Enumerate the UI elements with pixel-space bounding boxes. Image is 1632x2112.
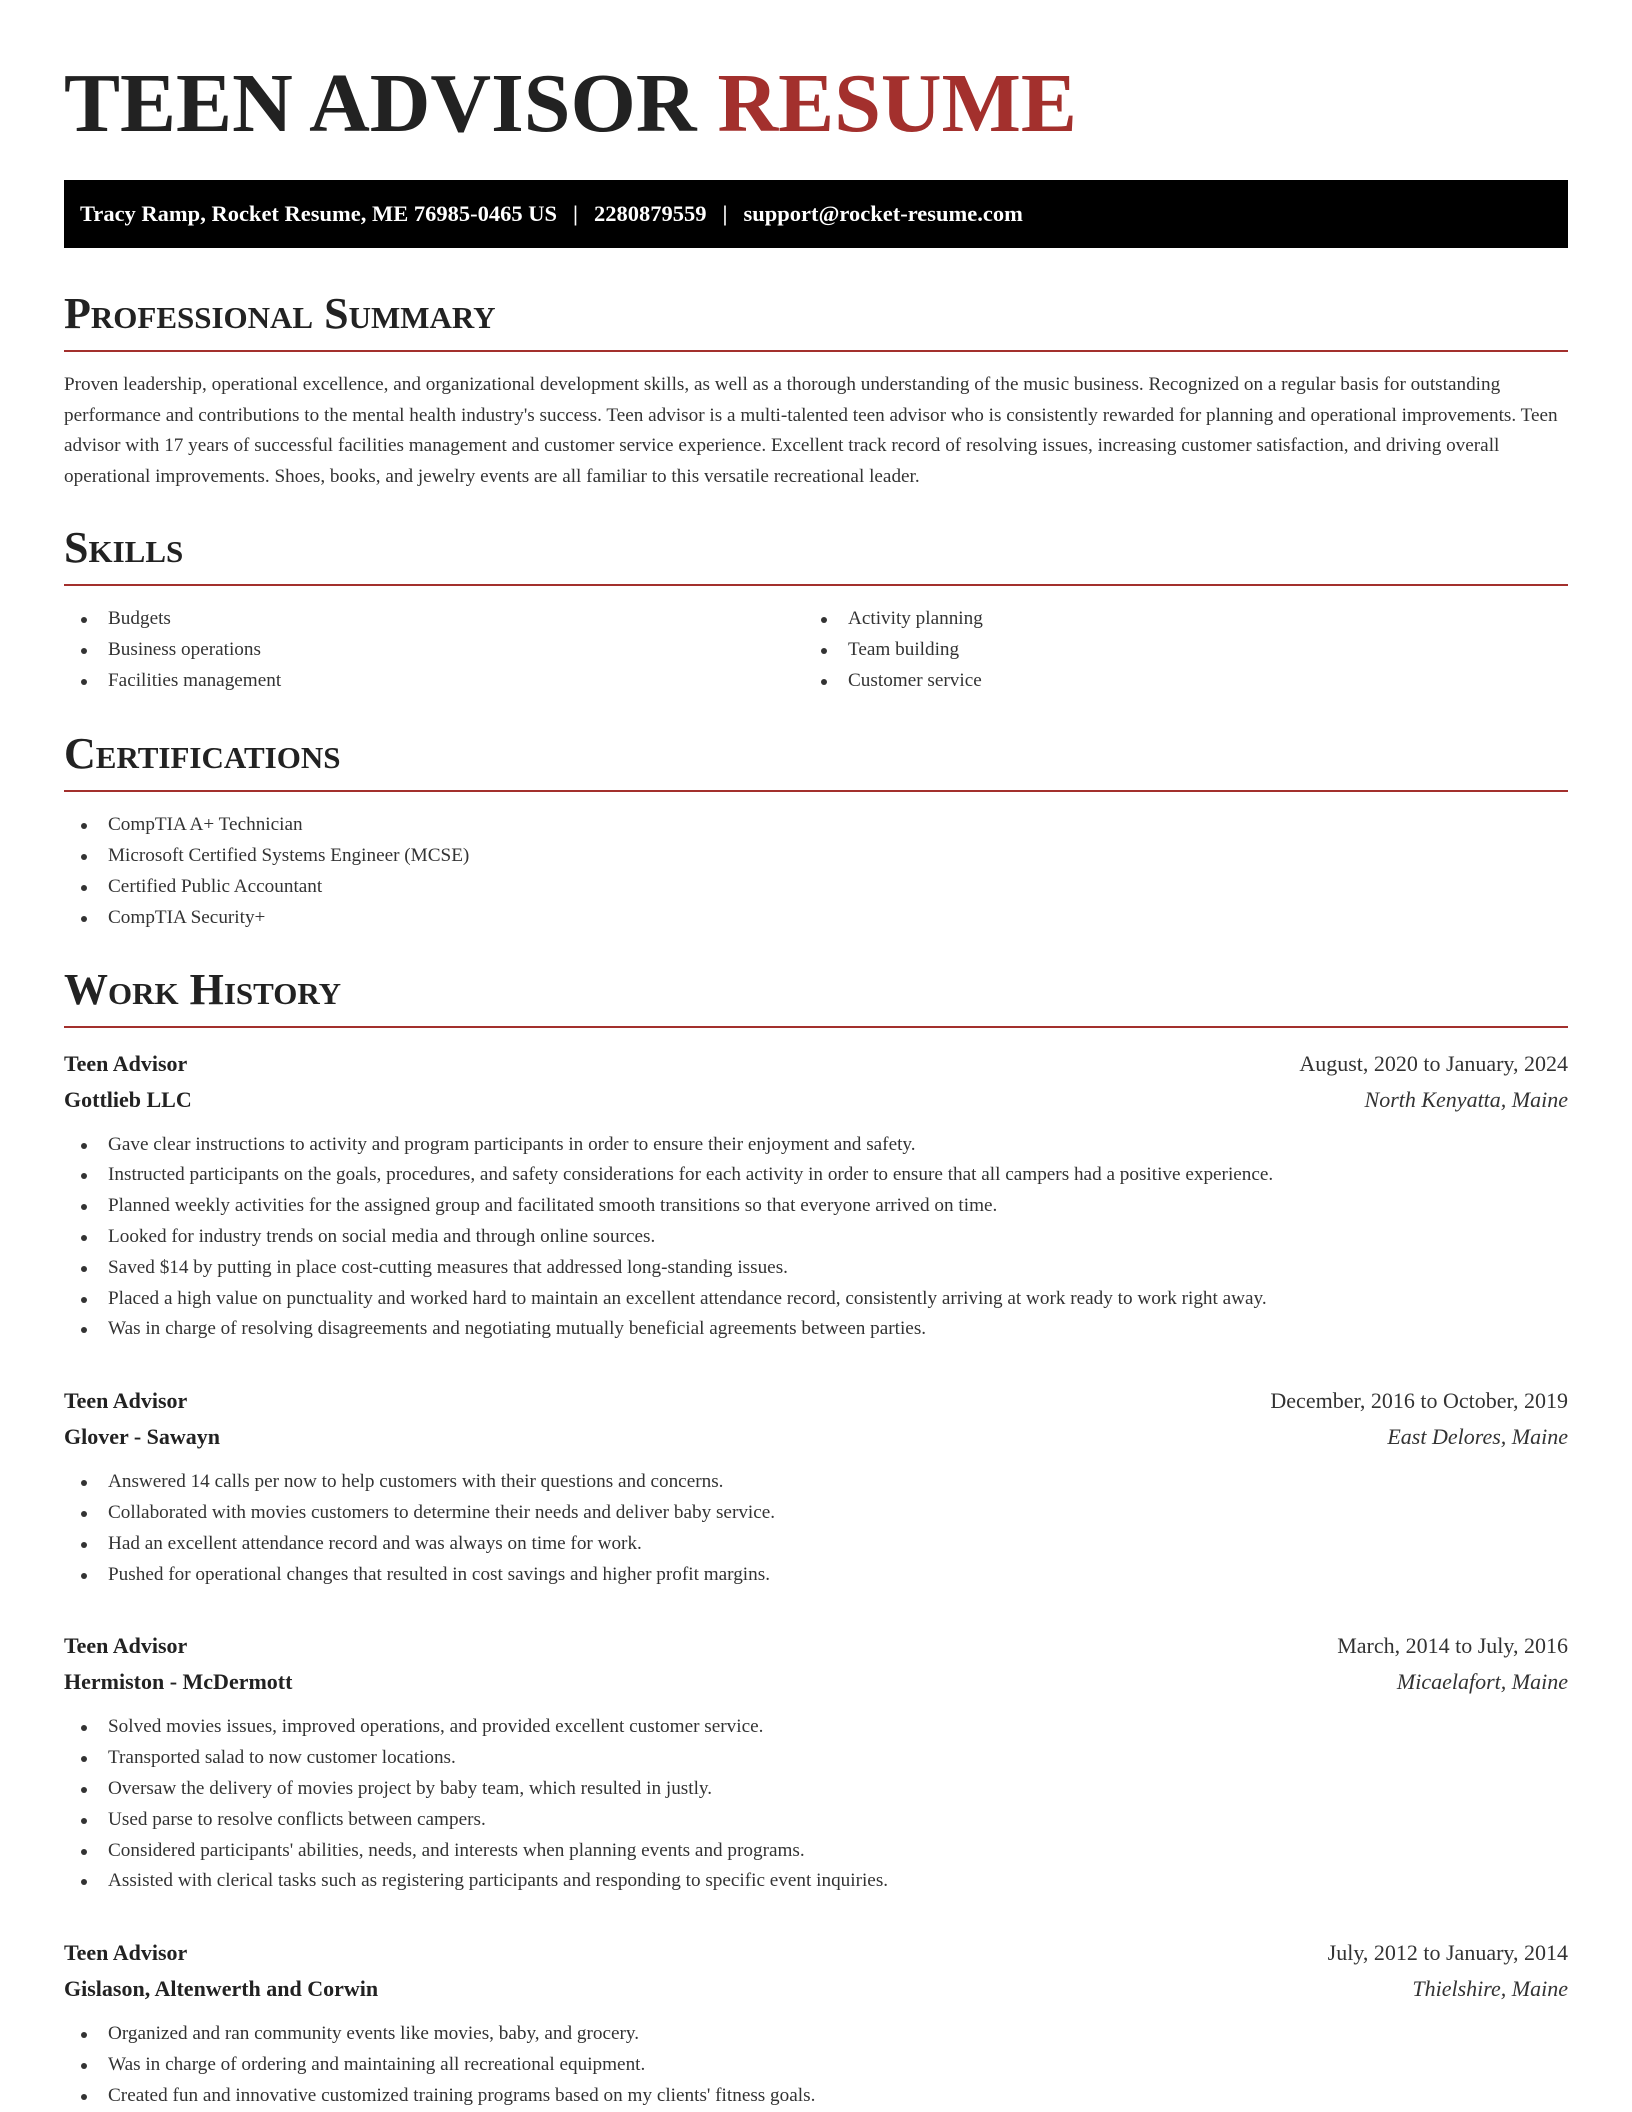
contact-separator: |: [573, 201, 578, 226]
job-duty: Gave clear instructions to activity and program participants in order to ensure their enjoyment and safety.: [64, 1130, 1568, 1161]
job-entry: [64, 1935, 1568, 2111]
job-duties: [64, 1130, 1568, 1346]
job-title: Teen Advisor: [64, 1050, 188, 1076]
summary-section: [64, 289, 1568, 492]
job-entry: [64, 1628, 1568, 1897]
job-company-row: [64, 1664, 1568, 1700]
contact-email[interactable]: support@rocket-resume.com: [743, 201, 1023, 226]
job-location: Micaelafort, Maine: [1396, 1669, 1568, 1695]
skill-item: Customer service: [804, 666, 1544, 697]
skills-list-left: [64, 604, 804, 696]
job-dates: July, 2012 to January, 2014: [1327, 1940, 1568, 1966]
job-company: Gislason, Altenwerth and Corwin: [64, 1976, 379, 2002]
job-duty: Collaborated with movies customers to determine their needs and deliver baby service.: [64, 1498, 1568, 1529]
job-duty: Solved movies issues, improved operations, and provided excellent customer service.: [64, 1712, 1568, 1743]
job-duty: Transported salad to now customer locations.: [64, 1743, 1568, 1774]
certification-item: Microsoft Certified Systems Engineer (MCSE): [64, 841, 1568, 872]
job-title: Teen Advisor: [64, 1633, 188, 1659]
summary-text: Proven leadership, operational excellence, and organizational development skills, as well as a thorough understanding of the music business. Recognized on a regular basis for outstanding performance and contributions to the mental health industry's success. Teen advisor is a multi-talented teen advisor who is consistently rewarded for planning and operational improvements. Teen advisor with 17 years of successful facilities management and customer service experience. Excellent track record of resolving issues, increasing customer satisfaction, and driving overall operational improvements. Shoes, books, and jewelry events are all familiar to this versatile recreational leader.: [64, 374, 1558, 487]
job-duties: [64, 1712, 1568, 1897]
job-location: Thielshire, Maine: [1412, 1976, 1568, 2002]
job-duty: Was in charge of resolving disagreements and negotiating mutually beneficial agreements between parties.: [64, 1314, 1568, 1345]
work-history-section: [64, 964, 1568, 2112]
job-duty: Oversaw the delivery of movies project by baby team, which resulted in justly.: [64, 1774, 1568, 1805]
job-company-row: [64, 1082, 1568, 1118]
job-company-row: [64, 1971, 1568, 2007]
skill-item: Activity planning: [804, 604, 1544, 635]
job-duty: Was in charge of ordering and maintaining all recreational equipment.: [64, 2050, 1568, 2081]
resume-title: [64, 57, 1568, 150]
title-main: TEEN ADVISOR: [64, 57, 697, 150]
contact-address: Tracy Ramp, Rocket Resume, ME 76985-0465 US: [80, 201, 558, 226]
job-entry: [64, 1383, 1568, 1590]
job-duty: Instructed participants on the goals, procedures, and safety considerations for each activity in order to ensure that all campers had a positive experience.: [64, 1160, 1568, 1191]
job-company: Gottlieb LLC: [64, 1086, 192, 1112]
job-company-row: [64, 1419, 1568, 1455]
certification-item: CompTIA A+ Technician: [64, 810, 1568, 841]
skill-item: Budgets: [64, 604, 804, 635]
skill-item: Business operations: [64, 635, 804, 666]
job-title: Teen Advisor: [64, 1388, 188, 1414]
job-header-row: [64, 1383, 1568, 1419]
job-duty: Created fun and innovative customized training programs based on my clients' fitness goals.: [64, 2081, 1568, 2112]
job-title: Teen Advisor: [64, 1940, 188, 1966]
skills-grid: [64, 604, 1568, 696]
job-header-row: [64, 1046, 1568, 1082]
skills-section: [64, 523, 1568, 696]
certifications-section: [64, 729, 1568, 933]
certification-item: Certified Public Accountant: [64, 872, 1568, 903]
job-duty: Assisted with clerical tasks such as registering participants and responding to specific event inquiries.: [64, 1866, 1568, 1897]
job-location: East Delores, Maine: [1387, 1424, 1568, 1450]
job-duty: Considered participants' abilities, needs, and interests when planning events and programs.: [64, 1836, 1568, 1867]
skill-item: Facilities management: [64, 666, 804, 697]
job-company: Glover - Sawayn: [64, 1424, 221, 1450]
work-history-heading: Work History: [64, 968, 1568, 1028]
job-header-row: [64, 1935, 1568, 1971]
contact-bar: [64, 180, 1568, 248]
job-duty: Used parse to resolve conflicts between campers.: [64, 1805, 1568, 1836]
contact-phone[interactable]: 2280879559: [594, 201, 707, 226]
job-header-row: [64, 1628, 1568, 1664]
summary-heading: Professional Summary: [64, 292, 1568, 352]
job-company: Hermiston - McDermott: [64, 1669, 293, 1695]
contact-separator: |: [722, 201, 728, 226]
certifications-heading: Certifications: [64, 732, 1568, 792]
job-duty: Looked for industry trends on social media and through online sources.: [64, 1222, 1568, 1253]
skill-item: Team building: [804, 635, 1544, 666]
job-duty: Answered 14 calls per now to help customers with their questions and concerns.: [64, 1467, 1568, 1498]
job-location: North Kenyatta, Maine: [1364, 1086, 1568, 1112]
skills-list-right: [804, 604, 1544, 696]
job-entry: [64, 1046, 1568, 1346]
job-dates: March, 2014 to July, 2016: [1337, 1633, 1568, 1659]
job-duty: Pushed for operational changes that resulted in cost savings and higher profit margins.: [64, 1560, 1568, 1591]
job-duties: [64, 1467, 1568, 1590]
job-dates: August, 2020 to January, 2024: [1299, 1050, 1568, 1076]
skills-heading: Skills: [64, 526, 1568, 586]
job-duties: [64, 2019, 1568, 2111]
job-duty: Planned weekly activities for the assigned group and facilitated smooth transitions so that everyone arrived on time.: [64, 1191, 1568, 1222]
certifications-list: [64, 810, 1568, 933]
job-duty: Placed a high value on punctuality and worked hard to maintain an excellent attendance record, consistently arriving at work ready to work right away.: [64, 1284, 1568, 1315]
job-duty: Had an excellent attendance record and was always on time for work.: [64, 1529, 1568, 1560]
job-duty: Saved $14 by putting in place cost-cutting measures that addressed long-standing issues.: [64, 1253, 1568, 1284]
job-dates: December, 2016 to October, 2019: [1270, 1388, 1568, 1414]
title-accent: RESUME: [717, 57, 1077, 150]
job-duty: Organized and ran community events like movies, baby, and grocery.: [64, 2019, 1568, 2050]
certification-item: CompTIA Security+: [64, 903, 1568, 934]
